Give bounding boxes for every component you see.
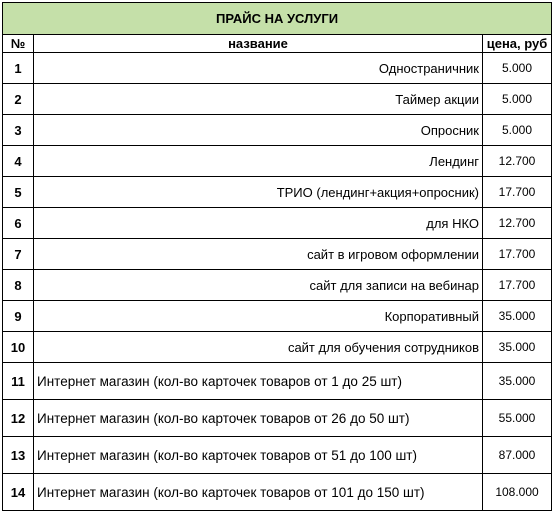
table-row [3, 53, 552, 84]
service-price: 35.000 [483, 301, 552, 332]
table-row [3, 400, 552, 437]
price-list-sheet [2, 2, 551, 526]
table-row [3, 332, 552, 363]
table-row [3, 84, 552, 115]
row-number: 3 [3, 115, 34, 146]
service-name: сайт в игровом оформлении [34, 239, 483, 270]
row-number: 2 [3, 84, 34, 115]
row-number: 14 [3, 474, 34, 511]
table-row [3, 474, 552, 511]
table-row [3, 363, 552, 400]
service-name: Одностраничник [34, 53, 483, 84]
service-price: 87.000 [483, 437, 552, 474]
service-price: 12.700 [483, 208, 552, 239]
service-name: Интернет магазин (кол-во карточек товаров от 51 до 100 шт) [34, 437, 483, 474]
service-price: 55.000 [483, 400, 552, 437]
service-price: 17.700 [483, 177, 552, 208]
service-name: Интернет магазин (кол-во карточек товаров от 1 до 25 шт) [34, 363, 483, 400]
service-price: 17.700 [483, 270, 552, 301]
service-price: 5.000 [483, 84, 552, 115]
service-name: Лендинг [34, 146, 483, 177]
row-number: 10 [3, 332, 34, 363]
row-number: 1 [3, 53, 34, 84]
service-price: 35.000 [483, 332, 552, 363]
table-title: ПРАЙС НА УСЛУГИ [3, 3, 552, 35]
table-row [3, 301, 552, 332]
title-row [3, 3, 552, 35]
table-row [3, 146, 552, 177]
service-name: ТРИО (лендинг+акция+опросник) [34, 177, 483, 208]
header-price: цена, руб [483, 35, 552, 53]
service-name: Интернет магазин (кол-во карточек товаров от 26 до 50 шт) [34, 400, 483, 437]
table-row [3, 270, 552, 301]
row-number: 11 [3, 363, 34, 400]
service-price: 5.000 [483, 115, 552, 146]
service-price: 12.700 [483, 146, 552, 177]
row-number: 5 [3, 177, 34, 208]
row-number: 13 [3, 437, 34, 474]
row-number: 8 [3, 270, 34, 301]
service-name: сайт для записи на вебинар [34, 270, 483, 301]
row-number: 4 [3, 146, 34, 177]
row-number: 6 [3, 208, 34, 239]
service-price: 17.700 [483, 239, 552, 270]
header-row [3, 35, 552, 53]
service-name: Интернет магазин (кол-во карточек товаров от 101 до 150 шт) [34, 474, 483, 511]
service-price: 35.000 [483, 363, 552, 400]
header-num: № [3, 35, 34, 53]
table-row [3, 115, 552, 146]
price-table [2, 2, 552, 511]
table-row [3, 177, 552, 208]
table-row [3, 239, 552, 270]
service-name: Корпоративный [34, 301, 483, 332]
header-name: название [34, 35, 483, 53]
row-number: 7 [3, 239, 34, 270]
service-price: 108.000 [483, 474, 552, 511]
service-name: для НКО [34, 208, 483, 239]
service-name: Таймер акции [34, 84, 483, 115]
table-row [3, 208, 552, 239]
table-row [3, 437, 552, 474]
row-number: 12 [3, 400, 34, 437]
service-price: 5.000 [483, 53, 552, 84]
service-name: сайт для обучения сотрудников [34, 332, 483, 363]
row-number: 9 [3, 301, 34, 332]
service-name: Опросник [34, 115, 483, 146]
